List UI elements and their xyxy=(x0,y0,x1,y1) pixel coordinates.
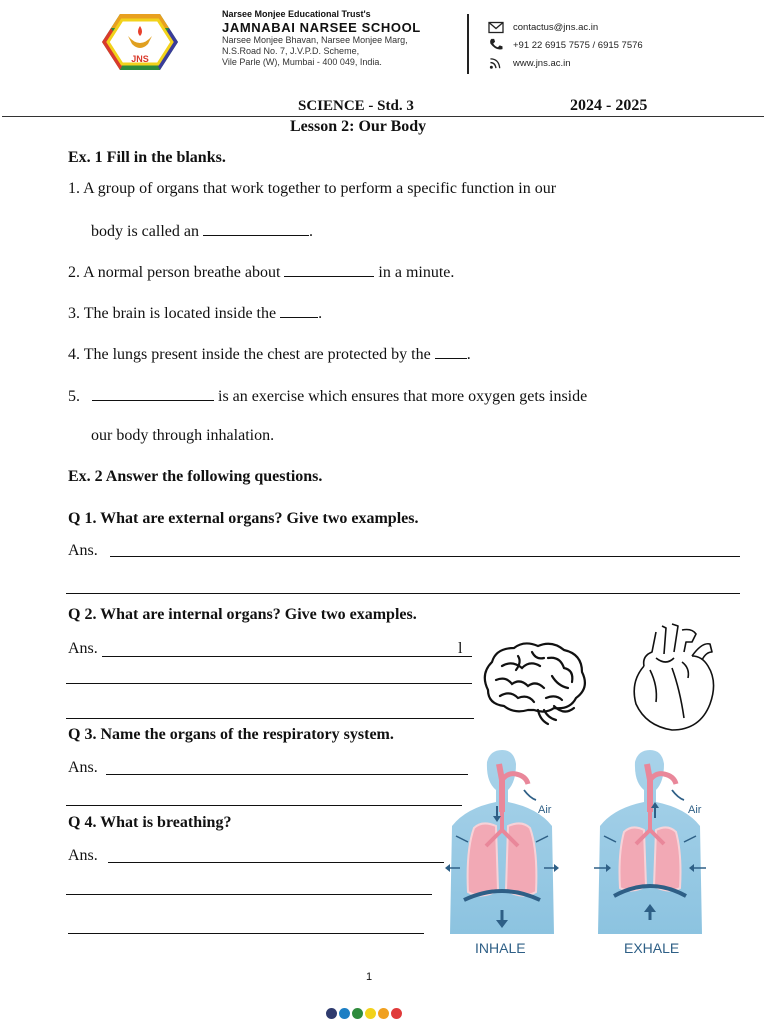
answer-line[interactable] xyxy=(106,774,468,775)
ex2-q3: Q 3. Name the organs of the respiratory system. xyxy=(68,726,394,743)
answer-line[interactable] xyxy=(68,933,424,934)
ans-label: Ans. xyxy=(68,640,98,657)
contact-email: contactus@jns.ac.in xyxy=(513,22,599,33)
ex1-q1-line1: 1. A group of organs that work together to perform a specific function in our xyxy=(68,180,557,197)
answer-line[interactable] xyxy=(110,556,740,557)
heart-illustration xyxy=(626,622,718,734)
ex2-q1: Q 1. What are external organs? Give two examples. xyxy=(68,510,419,527)
ex1-q4: 4. The lungs present inside the chest are protected by the . xyxy=(68,346,471,363)
page-number: 1 xyxy=(366,971,373,983)
cursor-mark: l xyxy=(458,640,463,657)
trust-name: Narsee Monjee Educational Trust's xyxy=(222,9,371,19)
ans-label: Ans. xyxy=(68,542,98,559)
answer-line[interactable] xyxy=(66,683,472,684)
answer-blank[interactable] xyxy=(203,221,309,236)
exhale-figure xyxy=(594,750,706,934)
ex1-title: Ex. 1 Fill in the blanks. xyxy=(68,149,226,166)
respiratory-illustration xyxy=(442,750,712,960)
air-label-exhale: Air xyxy=(688,804,702,816)
footer-dot-2 xyxy=(352,1008,363,1019)
ex2-q4: Q 4. What is breathing? xyxy=(68,814,232,831)
address-line-1: Narsee Monjee Bhavan, Narsee Monjee Marg, xyxy=(222,35,408,45)
ex1-q1-line2: body is called an . xyxy=(91,223,313,240)
answer-blank[interactable] xyxy=(435,344,467,359)
answer-line[interactable] xyxy=(66,718,474,719)
ans-label: Ans. xyxy=(68,847,98,864)
ex1-q3: 3. The brain is located inside the . xyxy=(68,305,323,322)
answer-line[interactable] xyxy=(66,805,462,806)
ex2-title: Ex. 2 Answer the following questions. xyxy=(68,468,323,485)
school-name: JAMNABAI NARSEE SCHOOL xyxy=(222,20,421,35)
phone-icon xyxy=(488,38,504,51)
exhale-label: EXHALE xyxy=(624,940,680,956)
contact-phone: +91 22 6915 7575 / 6915 7576 xyxy=(513,40,643,51)
answer-line[interactable] xyxy=(108,862,444,863)
contact-web: www.jns.ac.in xyxy=(513,58,571,69)
ex2-q2: Q 2. What are internal organs? Give two examples. xyxy=(68,606,417,623)
ans-label: Ans. xyxy=(68,759,98,776)
ex1-q5-line2: our body through inhalation. xyxy=(91,427,275,444)
answer-line[interactable] xyxy=(66,593,740,594)
lesson-title: Lesson 2: Our Body xyxy=(290,118,427,135)
inhale-label: INHALE xyxy=(475,940,526,956)
answer-blank[interactable] xyxy=(92,386,214,401)
rss-icon xyxy=(488,57,504,70)
academic-year: 2024 - 2025 xyxy=(570,97,648,114)
footer-dot-3 xyxy=(365,1008,376,1019)
school-logo xyxy=(102,12,178,72)
ex1-q5: 5. is an exercise which ensures that more oxygen gets inside xyxy=(68,388,588,405)
answer-line[interactable] xyxy=(66,894,432,895)
footer-dots xyxy=(326,1006,404,1024)
mail-icon xyxy=(488,21,504,34)
air-label-inhale: Air xyxy=(538,804,552,816)
answer-blank[interactable] xyxy=(280,303,318,318)
footer-dot-1 xyxy=(339,1008,350,1019)
address-line-3: Vile Parle (W), Mumbai - 400 049, India. xyxy=(222,57,382,67)
footer-dot-5 xyxy=(391,1008,402,1019)
answer-line[interactable] xyxy=(102,656,472,657)
answer-blank[interactable] xyxy=(284,262,374,277)
logo-text: JNS xyxy=(131,54,149,64)
header-rule xyxy=(2,116,764,117)
brain-illustration xyxy=(478,640,590,726)
subject-title: SCIENCE - Std. 3 xyxy=(298,98,414,114)
footer-dot-0 xyxy=(326,1008,337,1019)
footer-dot-4 xyxy=(378,1008,389,1019)
header-divider xyxy=(467,14,469,74)
ex1-q2: 2. A normal person breathe about in a minute. xyxy=(68,264,455,281)
inhale-figure xyxy=(445,750,559,934)
address-line-2: N.S.Road No. 7, J.V.P.D. Scheme, xyxy=(222,46,360,56)
